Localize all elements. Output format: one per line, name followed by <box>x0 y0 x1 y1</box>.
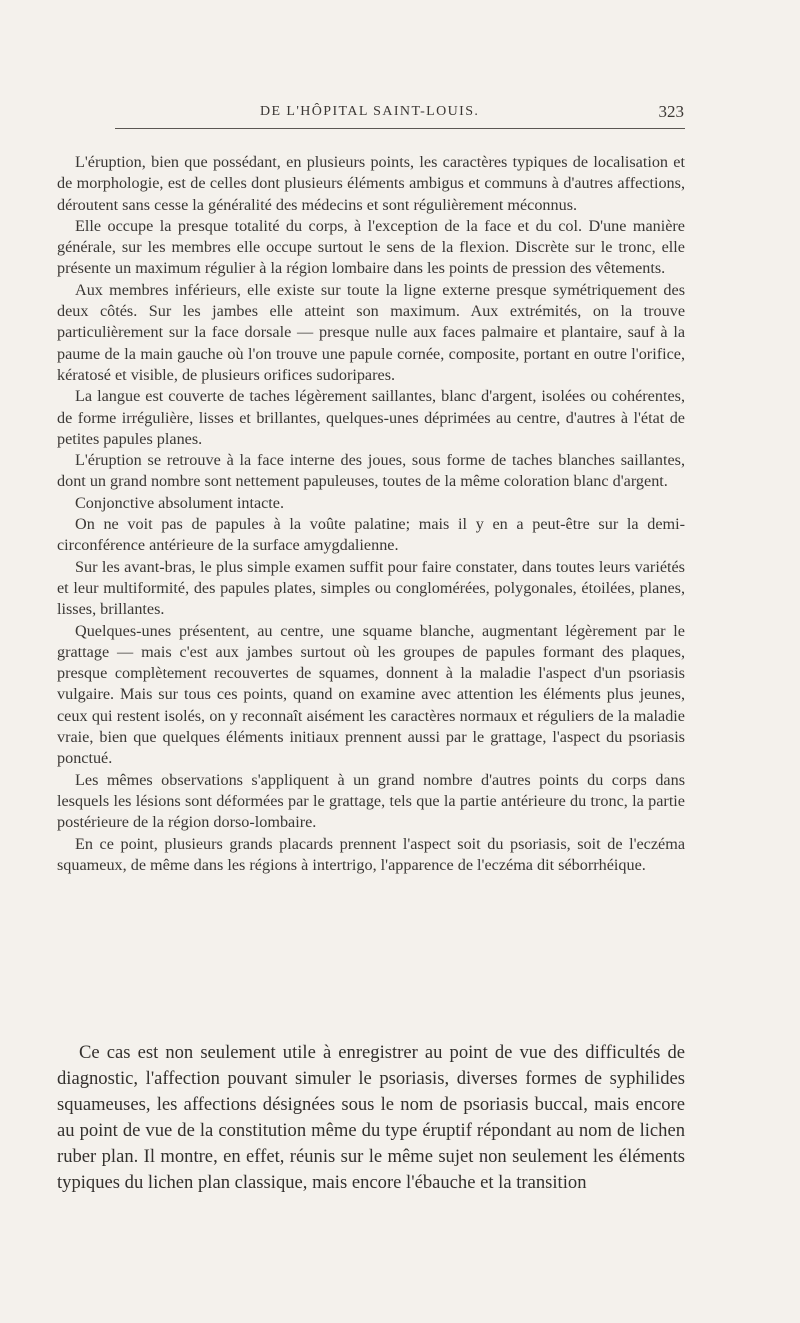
note-paragraph: La langue est couverte de taches légèrement saillantes, blanc d'argent, isolées ou cohérentes, de forme irrégulière, lisses et brillantes, quelques-unes déprimées au centre, d'autres à l'état de petites papules planes. <box>57 387 685 448</box>
running-title: DE L'HÔPITAL SAINT-LOUIS. <box>260 104 480 119</box>
commentary <box>57 1040 685 1196</box>
note-paragraph: On ne voit pas de papules à la voûte palatine; mais il y en a peut-être sur la demi-circonférence antérieure de la surface amygdalienne. <box>57 515 685 555</box>
note-paragraph: Quelques-unes présentent, au centre, une squame blanche, augmentant légèrement par le grattage — mais c'est aux jambes surtout où les groupes de papules formant des plaques, presque complètement recouvertes de squames, donnent à la maladie l'aspect d'un psoriasis vulgaire. Mais sur tous ces points, quand on examine avec attention les éléments plus jeunes, ceux qui restent isolés, on y reconnaît aisément les caractères normaux et réguliers de la maladie vraie, bien que quelques éléments initiaux prennent aussi par le grattage, l'aspect du psoriasis ponctué. <box>57 621 685 768</box>
note-paragraph: L'éruption, bien que possédant, en plusieurs points, les caractères typiques de localisation et de morphologie, est de celles dont plusieurs éléments ambigus et communs à d'autres affections, déroutent sans cesse la généralité des médecins et sont régulièrement méconnus. <box>57 153 685 214</box>
page-number: 323 <box>658 102 684 121</box>
case-notes <box>57 152 685 876</box>
running-head <box>60 104 684 126</box>
note-paragraph: Sur les avant-bras, le plus simple examen suffit pour faire constater, dans toutes leurs variétés et leur multiformité, des papules plates, simples ou conglomérées, polygonales, étoilées, planes, lisses, brillantes. <box>57 557 685 619</box>
header-rule <box>115 128 685 129</box>
note-paragraph: Elle occupe la presque totalité du corps, à l'exception de la face et du col. D'une manière générale, sur les membres elle occupe surtout le sens de la flexion. Discrète sur le tronc, elle présente un maximum régulier à la région lombaire dans les points de pression des vêtements. <box>57 216 685 278</box>
note-paragraph: Aux membres inférieurs, elle existe sur toute la ligne externe presque symétriquement des deux côtés. Sur les jambes elle atteint son maximum. Aux extrémités, on la trouve particulièrement sur la face dorsale — presque nulle aux faces palmaire et plantaire, sauf à la paume de la main gauche où l'on trouve une papule cornée, composite, portant en outre l'orifice, kératosé et visible, de plusieurs orifices sudoripares. <box>57 280 685 384</box>
commentary-paragraph: Ce cas est non seulement utile à enregistrer au point de vue des difficultés de diagnostic, l'affection pouvant simuler le psoriasis, diverses formes de syphilides squameuses, les affections désignées sous le nom de psoriasis buccal, mais encore au point de vue de la constitution même du type éruptif répondant au nom de lichen ruber plan. Il montre, en effet, réunis sur le même sujet non seulement les éléments typiques du lichen plan classique, mais encore l'ébauche et la transition <box>57 1042 685 1193</box>
note-paragraph: L'éruption se retrouve à la face interne des joues, sous forme de taches blanches saillantes, dont un grand nombre sont nettement papuleuses, toutes de la même coloration blanc d'argent. <box>57 451 685 491</box>
note-paragraph: En ce point, plusieurs grands placards prennent l'aspect soit du psoriasis, soit de l'eczéma squameux, de même dans les régions à intertrigo, l'apparence de l'eczéma dit séborrhéique. <box>57 834 685 874</box>
note-paragraph: Conjonctive absolument intacte. <box>75 493 285 512</box>
note-paragraph: Les mêmes observations s'appliquent à un grand nombre d'autres points du corps dans lesquels les lésions sont déformées par le grattage, tels que la partie antérieure du tronc, la partie postérieure de la région dorso-lombaire. <box>57 770 685 832</box>
